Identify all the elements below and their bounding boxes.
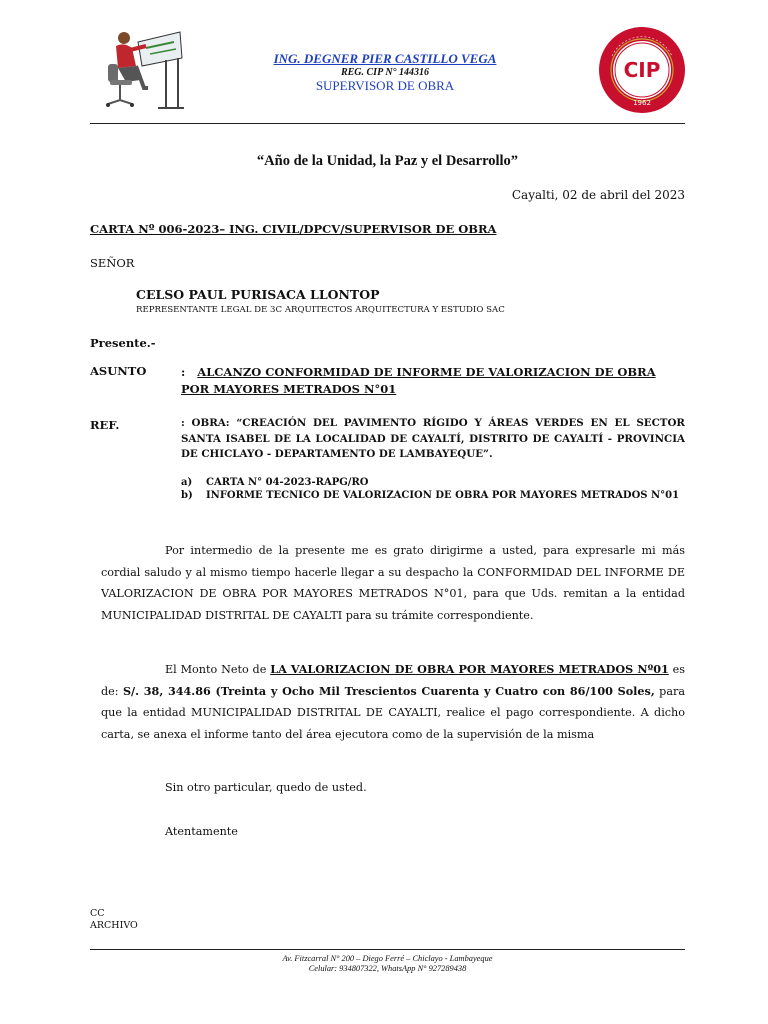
body-paragraph-1 [101,540,685,626]
recipient-name: CELSO PAUL PURISACA LLONTOP [136,287,380,302]
ref-item-text: CARTA N° 04-2023-RAPG/RO [206,477,369,488]
cc-archivo: ARCHIVO [90,920,138,931]
cip-registration: REG. CIP N° 144316 [340,67,430,78]
body-p2-e: para que la entidad MUNICIPALIDAD DISTRITAL DE CAYALTI, realice el pago correspondiente. A dicho carta, se anexa el informe tanto del área ejecutora como de la supervisión de la misma [101,684,686,741]
body-p2-a: El Monto Neto de [165,663,267,676]
engineer-role: SUPERVISOR DE OBRA [315,78,455,93]
asunto-text [181,364,685,398]
body-p2-amount: S/. 38, 344.86 (Treinta y Ocho Mil Trescientos Cuarenta y Cuatro con 86/100 Soles, [122,683,655,698]
asunto-line1: ALCANZO CONFORMIDAD DE INFORME DE VALORIZACION DE OBRA [197,365,656,379]
letter-date: Cayalti, 02 de abril del 2023 [511,188,685,202]
body-p2-c: es de: [101,663,686,698]
ref-item-b [181,489,685,502]
recipient-role: REPRESENTANTE LEGAL DE 3C ARQUITECTOS ARQUITECTURA Y ESTUDIO SAC [136,305,505,315]
closing: Atentamente [165,825,238,838]
asunto-colon: : [181,365,186,379]
asunto-line2: POR MAYORES METRADOS N°01 [181,382,397,396]
ref-item-marker: b) [181,490,193,501]
letter-number: CARTA Nº 006-2023– ING. CIVIL/DPCV/SUPERVISOR DE OBRA [90,222,497,236]
body-p2-valorizacion: LA VALORIZACION DE OBRA POR MAYORES METRADOS Nº01 [270,662,669,676]
ref-obra-text: “CREACIÓN DEL PAVIMENTO RÍGIDO Y ÁREAS VERDES EN EL SECTOR SANTA ISABEL DE LA LOCALIDAD DE CAYALTÍ, DISTRITO DE CAYALTÍ - PROVINCIA DE CHICLAYO - DEPARTAMENTO DE LAMBAYEQUE”. [181,417,685,460]
ref-item-text: INFORME TECNICO DE VALORIZACION DE OBRA POR MAYORES METRADOS N°01 [206,490,680,501]
footer-address: Av. Fitzcarral N° 200 – Diego Ferré – Chiclayo - Lambayeque [282,954,493,963]
ref-obra [181,416,685,463]
header-divider [90,123,685,124]
ref-obra-prefix: : OBRA: [181,417,230,429]
ref-item-a [181,476,685,489]
asunto-label: ASUNTO [90,364,147,378]
body-p1-text: Por intermedio de la presente me es grato dirigirme a usted, para expresarle mi más cordial saludo y al mismo tiempo hacerle llegar a su despacho la CONFORMIDAD DEL INFORME DE VALORIZACION DE OBRA POR MAYORES METRADOS N°01, para que Uds. remitan a la entidad MUNICIPALIDAD DISTRITAL DE CAYALTI para su trámite correspondiente. [101,544,685,622]
cc-label: CC [90,908,105,919]
footer-divider [90,949,685,950]
body-paragraph-2 [101,659,685,745]
year-motto: “Año de la Unidad, la Paz y el Desarrollo” [256,153,519,169]
ref-item-marker: a) [181,477,193,488]
svg-text:1962: 1962 [633,99,651,107]
salutation: SEÑOR [90,256,135,270]
body-paragraph-3: Sin otro particular, quedo de usted. [165,781,367,794]
cip-seal-logo [598,26,686,114]
svg-text:CIP: CIP [623,58,661,82]
presente-label: Presente.- [90,336,156,350]
footer-contact: Celular: 934807322, WhatsApp N° 927289438 [308,964,467,973]
engineer-name: ING. DEGNER PIER CASTILLO VEGA [273,51,497,66]
ref-label: REF. [90,418,120,432]
engineer-drafting-illustration [96,22,186,112]
